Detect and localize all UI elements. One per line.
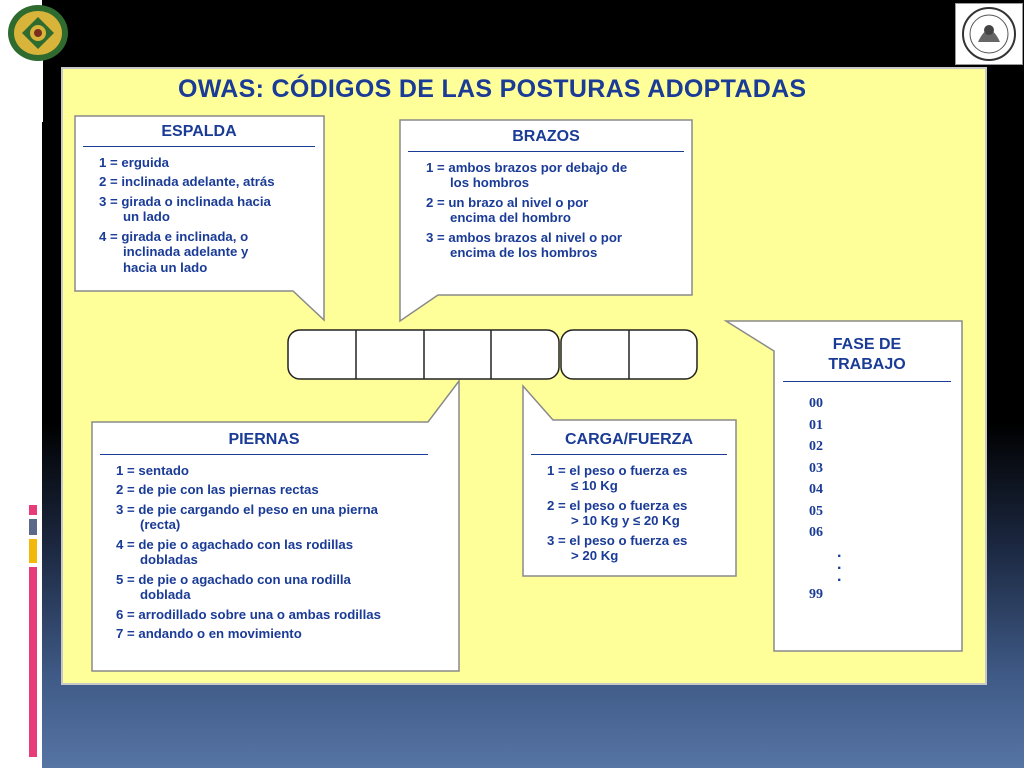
piernas-item-7: 7 = andando o en movimiento: [116, 626, 302, 641]
espalda-heading: ESPALDA: [83, 124, 315, 147]
piernas-item-3: 3 = de pie cargando el peso en una pierna (recta): [116, 501, 378, 532]
fase-code: 06: [809, 525, 823, 540]
piernas-item-4: 4 = de pie o agachado con las rodillas dobladas: [116, 536, 354, 567]
fase-heading: [783, 335, 951, 382]
piernas-heading: PIERNAS: [100, 432, 428, 455]
fase-heading-line-2: TRABAJO: [828, 356, 906, 373]
fase-heading-line-1: FASE DE: [832, 336, 902, 353]
brazos-item-3: 3 = ambos brazos al nivel o por encima de los hombros: [426, 229, 623, 260]
espalda-box: [77, 124, 321, 279]
accent-bar-pink-small: [29, 505, 37, 515]
fase-code-last: 99: [809, 586, 823, 602]
piernas-item-5: 5 = de pie o agachado con una rodilla doblada: [116, 571, 351, 602]
fase-code: 02: [809, 439, 823, 454]
accent-bar-gray: [29, 519, 37, 535]
posture-code-strip: [288, 330, 697, 379]
fase-ellipsis-dot: .: [837, 555, 842, 573]
piernas-item-2: 2 = de pie con las piernas rectas: [116, 482, 319, 497]
decorative-lines: [22, 54, 44, 122]
carga-item-3: 3 = el peso o fuerza es > 20 Kg: [547, 532, 688, 563]
brazos-heading: BRAZOS: [408, 129, 684, 152]
piernas-item-6: 6 = arrodillado sobre una o ambas rodillas: [116, 606, 381, 622]
carga-item-1: 1 = el peso o fuerza es ≤ 10 Kg: [547, 462, 688, 493]
brazos-box: [402, 129, 690, 265]
fase-ellipsis-dot: .: [837, 543, 842, 561]
brazos-item-2: 2 = un brazo al nivel o por encima del hombro: [426, 194, 589, 225]
fase-code: 01: [809, 417, 823, 433]
accent-bar-pink-tall: [29, 567, 37, 757]
espalda-item-2: 2 = inclinada adelante, atrás: [99, 174, 275, 189]
fase-code: 03: [809, 460, 823, 476]
owas-slide: [61, 67, 987, 685]
institute-seal-icon: [955, 3, 1023, 65]
fase-ellipsis-dot: .: [837, 567, 842, 585]
espalda-item-3: 3 = girada o inclinada hacia un lado: [99, 193, 271, 224]
fase-code: 00: [809, 396, 823, 411]
fase-code: 04: [809, 482, 823, 497]
carga-heading: CARGA/FUERZA: [531, 432, 727, 455]
slide-title: OWAS: CÓDIGOS DE LAS POSTURAS ADOPTADAS: [178, 75, 807, 103]
espalda-item-1: 1 = erguida: [99, 154, 169, 170]
carga-box: [525, 432, 733, 568]
fase-box: [777, 335, 957, 608]
carga-item-2: 2 = el peso o fuerza es > 10 Kg y ≤ 20 Kg: [547, 497, 688, 528]
brazos-item-1: 1 = ambos brazos por debajo de los hombros: [426, 159, 628, 190]
espalda-item-4: 4 = girada e inclinada, o inclinada adelante y hacia un lado: [99, 228, 249, 275]
university-seal-icon: [6, 3, 70, 63]
accent-bar-yellow: [29, 539, 37, 563]
piernas-box: [94, 432, 434, 646]
fase-code-list: [777, 396, 957, 602]
fase-code: 05: [809, 503, 823, 519]
piernas-item-1: 1 = sentado: [116, 462, 189, 478]
